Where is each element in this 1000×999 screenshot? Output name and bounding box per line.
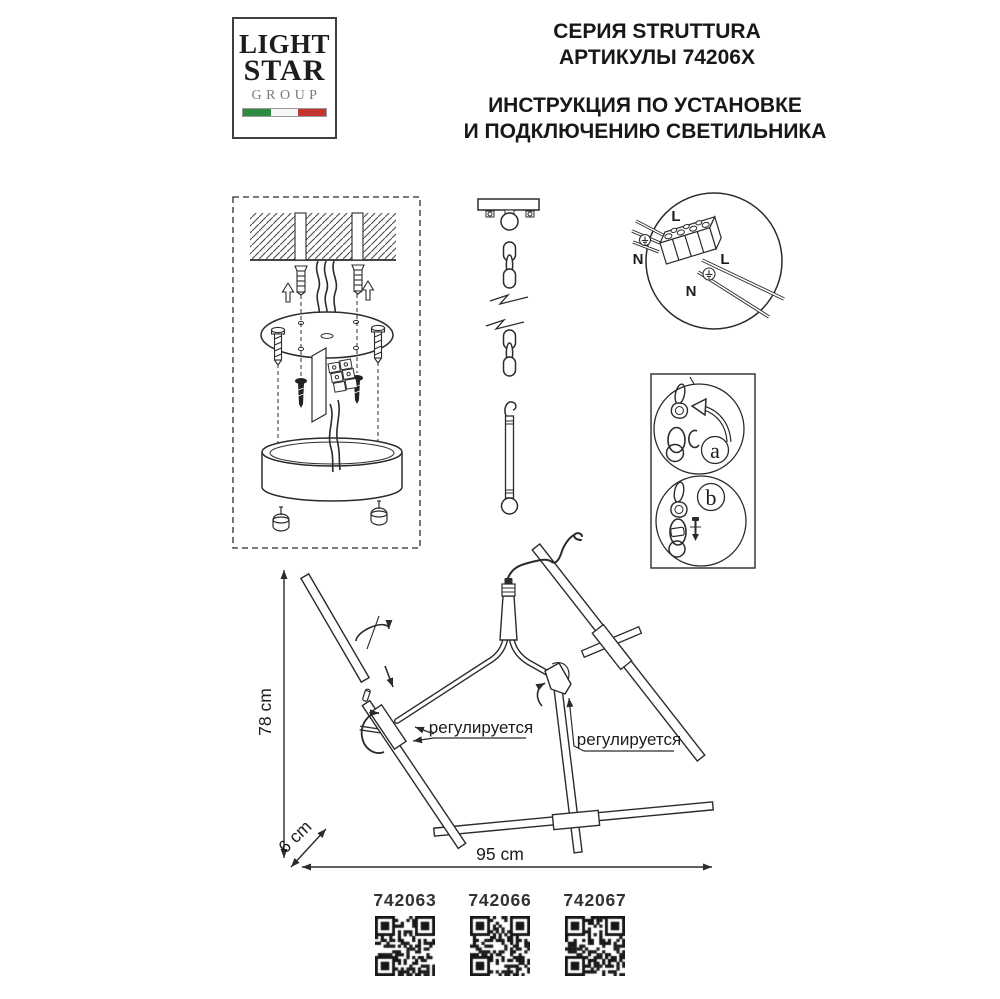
adjustable-label: регулируется [576, 730, 682, 749]
article-code: 742067 [563, 890, 627, 910]
chain [486, 242, 528, 376]
adjustable-label: регулируется [428, 718, 534, 737]
qr-code [565, 916, 625, 976]
qr-code [375, 916, 435, 976]
label-line-right: L [720, 251, 730, 268]
sleeve-bottom [552, 810, 599, 829]
option-a-label: a [710, 438, 720, 463]
suspension-rod [502, 402, 518, 514]
rotate-small-arrow [537, 683, 545, 706]
cap-nut-right [371, 501, 387, 525]
mounting-diagram [233, 197, 420, 548]
rotate-arrow-icon [692, 399, 706, 415]
qr-code [470, 916, 530, 976]
canopy-wires [330, 400, 340, 472]
ceiling-wires [317, 261, 337, 319]
chandelier-diagram [255, 533, 713, 867]
logo-word-star: STAR [243, 54, 326, 87]
dimension-height [255, 570, 284, 858]
articles-title: АРТИКУЛЫ 74206X [559, 46, 755, 69]
option-b-label: b [705, 485, 717, 510]
insert-arrow [385, 666, 393, 687]
earth-icon [703, 268, 715, 280]
earth-icon [640, 235, 651, 246]
height-label: 78 cm [255, 688, 275, 736]
label-line-left: L [671, 208, 681, 225]
terminal-block [657, 216, 724, 264]
up-arrow-icon [363, 281, 374, 300]
suspension-parts [478, 199, 539, 514]
fixing-screw-left [295, 378, 307, 408]
ceiling-bracket [478, 199, 539, 230]
center-stem [500, 578, 517, 640]
option-b-circle [656, 476, 746, 566]
label-neutral-right: N [685, 283, 697, 300]
dimension-width [302, 844, 712, 867]
logo-word-light: LIGHT [238, 29, 331, 59]
terminal-bracket [312, 348, 358, 422]
wiring-circle [632, 193, 784, 329]
option-a-circle [654, 377, 744, 474]
rod-top-left [301, 574, 369, 682]
rod-axis-line [367, 616, 379, 649]
width-label: 95 cm [476, 844, 524, 864]
tighten-icon [690, 517, 701, 541]
adjustable-callout-left [413, 718, 533, 741]
label-neutral-left: N [632, 251, 644, 268]
drill-hole [295, 213, 306, 260]
drill-hole [352, 213, 363, 260]
options-panel [651, 374, 755, 568]
cap-nut-left [273, 507, 289, 531]
ceiling-hatch [250, 213, 396, 260]
up-arrow-icon [283, 283, 294, 302]
instruction-line2: И ПОДКЛЮЧЕНИЮ СВЕТИЛЬНИКА [463, 120, 827, 143]
series-title: СЕРИЯ STRUTTURA [553, 20, 761, 43]
logo-word-group: GROUP [251, 88, 322, 103]
instruction-line1: ИНСТРУКЦИЯ ПО УСТАНОВКЕ [488, 94, 802, 117]
depth-label: 6 cm [274, 816, 316, 858]
article-code: 742066 [468, 890, 532, 910]
y-connector-arms [397, 634, 551, 721]
connector-pin [362, 689, 370, 702]
article-code: 742063 [373, 890, 437, 910]
anchor-dowel-left [295, 266, 307, 295]
dimension-depth [274, 816, 326, 867]
